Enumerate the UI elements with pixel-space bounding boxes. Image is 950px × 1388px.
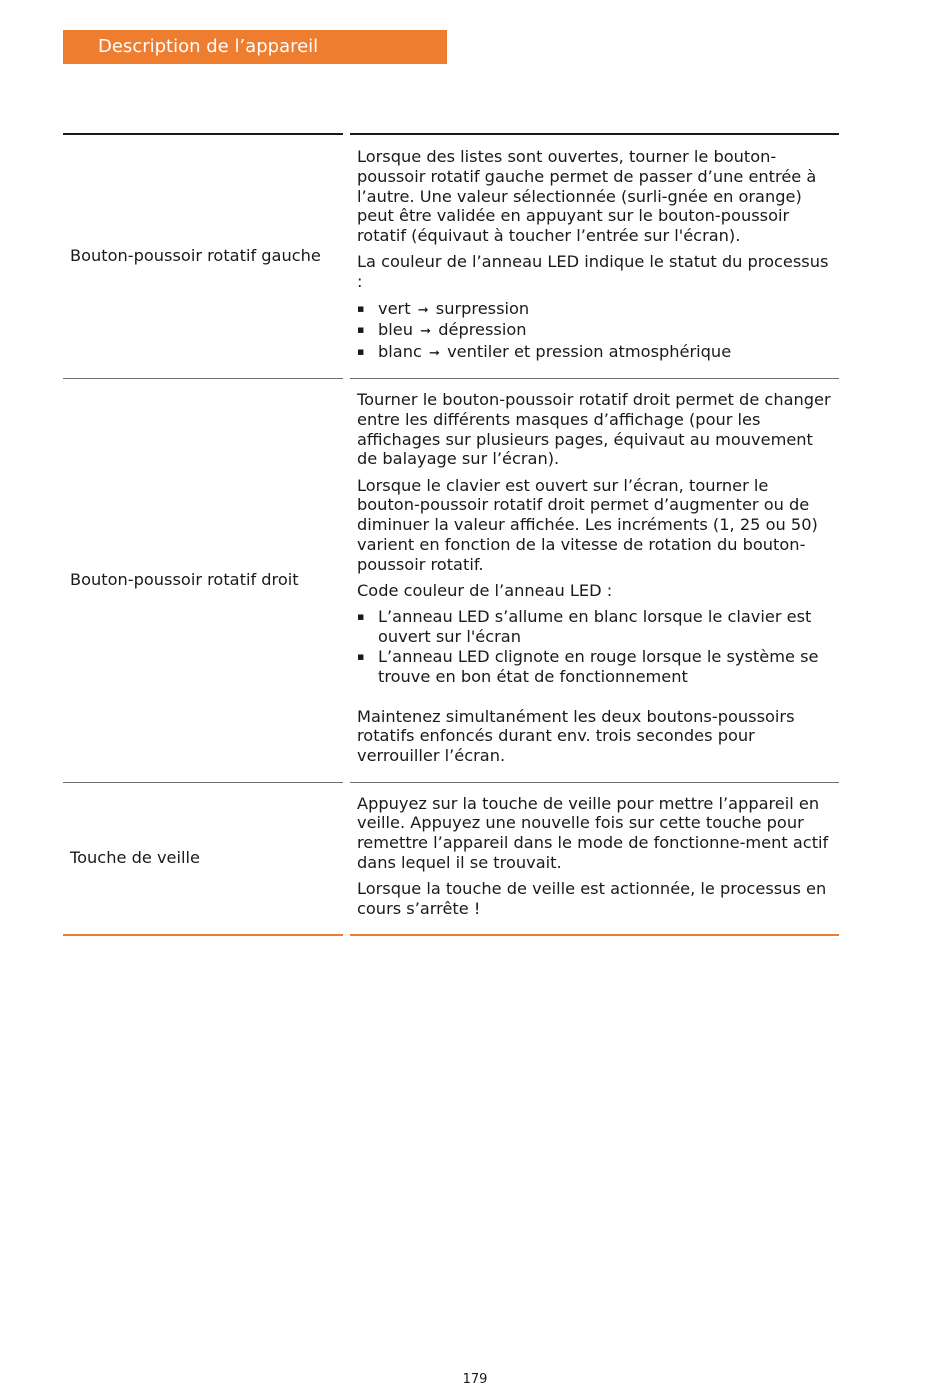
- description-paragraph: Lorsque le clavier est ouvert sur l’écran, tourner le bouton-poussoir rotatif droit permet d’augmenter ou de diminuer la valeur affichée. Les incréments (1, 25 ou 50) varient en fonction de la vitesse de rotation du bouton-poussoir rotatif.: [357, 475, 818, 574]
- right-arrow-icon: ➞: [417, 302, 429, 318]
- led-meaning: dépression: [438, 320, 527, 340]
- bullet-icon: ▪: [357, 650, 365, 664]
- led-meaning: surpression: [435, 298, 530, 318]
- bullet-icon: ▪: [357, 301, 365, 315]
- led-meaning: ventiler et pression atmosphérique: [447, 342, 732, 362]
- page-number: 179: [462, 1372, 488, 1387]
- table-row: [63, 782, 839, 937]
- description-paragraph: Maintenez simultanément les deux boutons-poussoirs rotatifs enfoncés durant env. trois secondes pour verrouiller l’écran.: [357, 706, 795, 766]
- row-description-cell: [350, 378, 839, 782]
- list-item: [357, 299, 835, 321]
- description-paragraph: La couleur de l’anneau LED indique le statut du processus :: [357, 252, 829, 292]
- bullet-icon: ▪: [357, 323, 365, 337]
- led-code-list: [357, 607, 835, 686]
- row-label: Touche de veille: [70, 848, 200, 868]
- row-label: Bouton-poussoir rotatif droit: [70, 570, 299, 590]
- section-title: Description de l’appareil: [98, 36, 319, 57]
- row-label: Bouton-poussoir rotatif gauche: [70, 246, 321, 266]
- led-color: blanc: [378, 342, 422, 362]
- list-item: [357, 342, 835, 364]
- row-label-cell: [63, 378, 343, 782]
- description-paragraph: Code couleur de l’anneau LED :: [357, 581, 613, 601]
- led-color: vert: [378, 298, 411, 318]
- row-description-cell: [350, 133, 839, 378]
- led-color: bleu: [378, 320, 413, 340]
- table-row: [63, 133, 839, 378]
- led-status-list: [357, 299, 835, 364]
- right-arrow-icon: ➞: [429, 346, 440, 362]
- row-label-cell: [63, 133, 343, 378]
- list-item: [357, 647, 835, 687]
- list-item-text: L’anneau LED s’allume en blanc lorsque le clavier est ouvert sur l'écran: [378, 607, 812, 647]
- bullet-icon: ▪: [357, 610, 365, 624]
- list-item-text: L’anneau LED clignote en rouge lorsque le système se trouve en bon état de fonctionnement: [378, 647, 819, 686]
- list-item: [357, 320, 835, 342]
- row-label-cell: [63, 782, 343, 937]
- list-item: [357, 607, 835, 647]
- right-arrow-icon: ➞: [420, 324, 432, 340]
- description-paragraph: Appuyez sur la touche de veille pour mettre l’appareil en veille. Appuyez une nouvelle fois sur cette touche pour remettre l’appareil dans le mode de fonctionne-ment actif dans lequel il se trouvait.: [357, 793, 829, 872]
- description-paragraph: Lorsque des listes sont ouvertes, tourner le bouton-poussoir rotatif gauche permet de passer d’une entrée à l’autre. Une valeur sélectionnée (surli-gnée en orange) peut être validée en appuyant sur le bouton-poussoir rotatif (équivaut à toucher l’entrée sur l'écran).: [357, 147, 817, 246]
- row-description-cell: [350, 782, 839, 937]
- description-paragraph: Tourner le bouton-poussoir rotatif droit permet de changer entre les différents masques d’affichage (pour les affichages sur plusieurs pages, équivaut au mouvement de balayage sur l’écran).: [357, 389, 831, 469]
- section-header: [63, 30, 447, 64]
- controls-table: [63, 133, 839, 936]
- bullet-icon: ▪: [357, 345, 365, 359]
- table-row: [63, 378, 839, 782]
- description-paragraph: Lorsque la touche de veille est actionnée, le processus en cours s’arrête !: [357, 879, 827, 918]
